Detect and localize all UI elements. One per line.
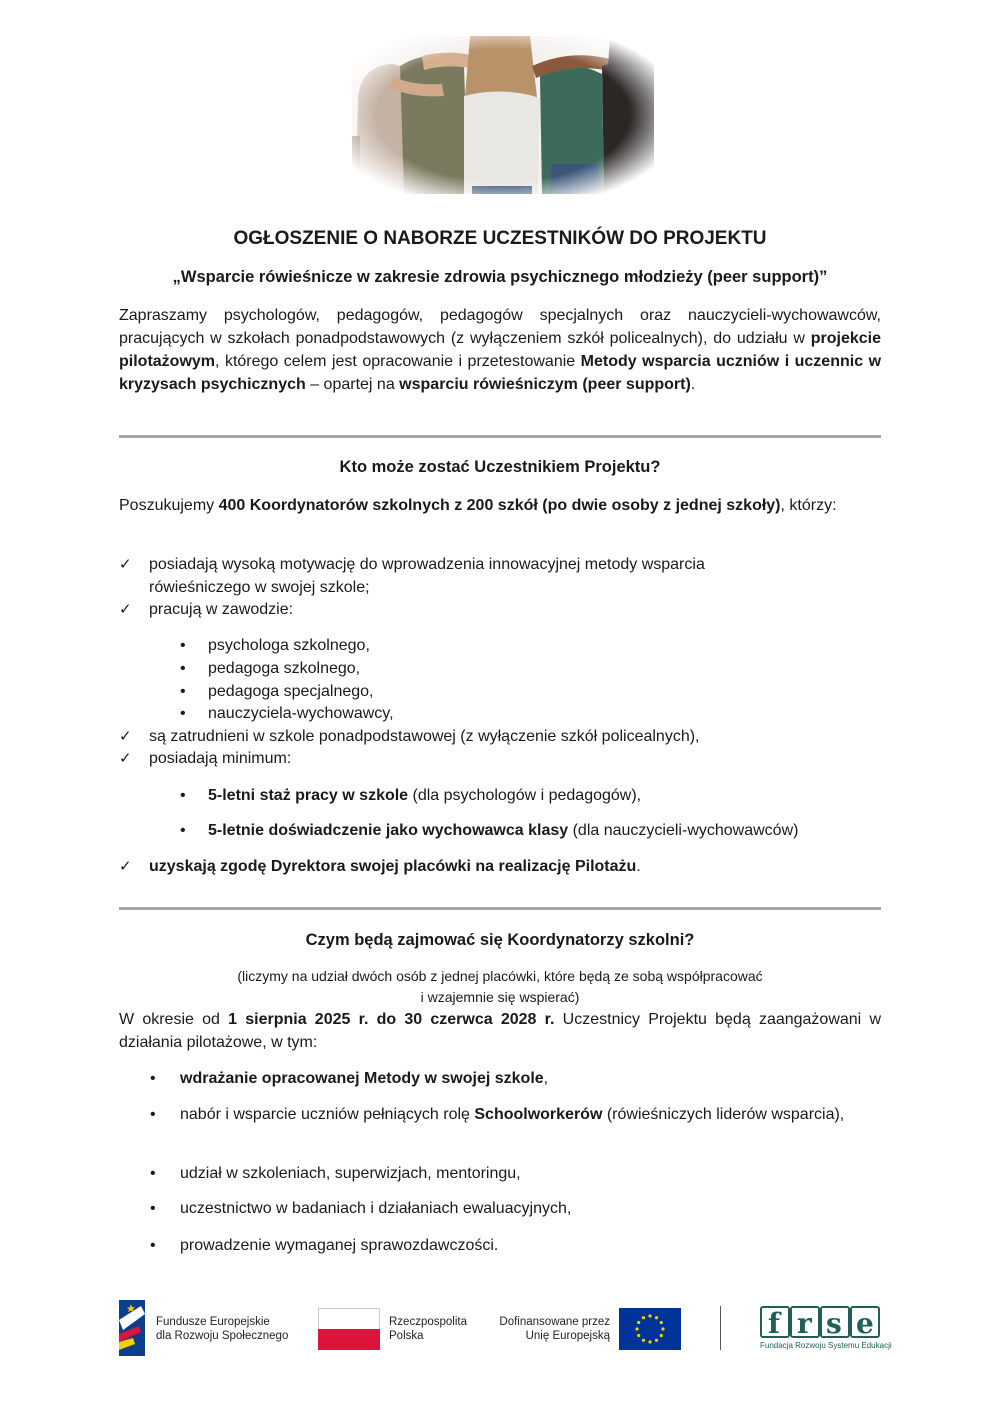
svg-text:f: f	[768, 1307, 781, 1340]
bullet-icon: •	[150, 1070, 156, 1087]
minimum-item: • 5-letnie doświadczenie jako wychowawca klasy (dla nauczycieli-wychowawców)	[180, 819, 900, 842]
period-paragraph: W okresie od 1 sierpnia 2025 r. do 30 czerwca 2028 r. Uczestnicy Projektu będą zaangażowani w działania pilotażowe, w tym:	[119, 1011, 882, 1051]
bullet-icon: •	[180, 822, 186, 839]
checkmark-icon: ✓	[119, 858, 132, 875]
bullet-icon: •	[180, 660, 186, 677]
profession-item: • pedagoga specjalnego,	[180, 680, 900, 703]
intro-paragraph: Zapraszamy psychologów, pedagogów, pedagogów specjalnych oraz nauczycieli-wychowawców, pracujących w szkołach ponadpodstawowych (z wyłączeniem szkół policealnych), do udziału w projekcie pilotażowym, którego celem jest opracowanie i przetestowanie Metody wsparcia uczniów i uczennic w kryzysach psychicznych – opartej na wsparciu rówieśniczym (peer support).	[119, 307, 882, 393]
footer-divider	[720, 1306, 721, 1350]
checkmark-icon: ✓	[119, 750, 132, 767]
bullet-icon: •	[180, 683, 186, 700]
requirement-item: ✓ posiadają minimum:	[119, 747, 819, 770]
profession-item: • pedagoga szkolnego,	[180, 657, 900, 680]
frse-logo	[760, 1306, 882, 1340]
svg-text:e: e	[856, 1307, 874, 1340]
page-title: OGŁOSZENIE O NABORZE UCZESTNIKÓW DO PROJEKTU	[233, 228, 767, 249]
seek-paragraph: Poszukujemy 400 Koordynatorów szkolnych z 200 szkół (po dwie osoby z jednej szkoły), którzy:	[119, 497, 837, 514]
section-divider	[119, 435, 881, 438]
requirement-item: ✓ są zatrudnieni w szkole ponadpodstawowej (z wyłączenie szkół policealnych),	[119, 725, 879, 748]
minimum-item: • 5-letni staż pracy w szkole (dla psychologów i pedagogów),	[180, 784, 900, 807]
bullet-icon: •	[180, 787, 186, 804]
profession-item: • psychologa szkolnego,	[180, 634, 900, 657]
checkmark-icon: ✓	[119, 728, 132, 745]
profession-item: • nauczyciela-wychowawcy,	[180, 702, 900, 725]
activity-item: • udział w szkoleniach, superwizjach, mentoringu,	[150, 1162, 881, 1185]
page-subtitle: „Wsparcie rówieśnicze w zakresie zdrowia psychicznego młodzieży (peer support)”	[172, 268, 828, 286]
svg-text:s: s	[826, 1307, 842, 1340]
requirement-item: ✓ posiadają wysoką motywację do wprowadzenia innowacyjnej metody wsparcia rówieśniczego w swojej szkole;	[119, 553, 819, 599]
requirement-item: ✓ uzyskają zgodę Dyrektora swojej placówki na realizację Pilotażu.	[119, 855, 879, 878]
bullet-icon: •	[180, 637, 186, 654]
section-divider	[119, 907, 881, 910]
svg-text:r: r	[797, 1307, 812, 1340]
bullet-icon: •	[150, 1200, 156, 1217]
bullet-icon: •	[150, 1106, 156, 1123]
cooperation-note: (liczymy na udział dwóch osób z jednej placówki, które będą ze sobą współpracować i wzajemnie się wspierać)	[237, 968, 763, 1005]
bullet-icon: •	[150, 1237, 156, 1254]
activity-item: • prowadzenie wymaganej sprawozdawczości.	[150, 1234, 881, 1257]
checkmark-icon: ✓	[119, 601, 132, 618]
activity-item: • uczestnictwo w badaniach i działaniach ewaluacyjnych,	[150, 1197, 881, 1220]
frse-caption: Fundacja Rozwoju Systemu Edukacji	[760, 1341, 892, 1350]
fe-logo-icon	[119, 1300, 149, 1356]
requirement-item: ✓ pracują w zawodzie:	[119, 598, 819, 621]
section-heading-participants: Kto może zostać Uczestnikiem Projektu?	[339, 458, 661, 476]
hero-photo	[352, 36, 654, 194]
eu-flag-icon	[619, 1308, 681, 1350]
fe-logo-text: Fundusze Europejskie dla Rozwoju Społecznego	[156, 1316, 289, 1342]
checkmark-icon: ✓	[119, 556, 132, 573]
activity-item: • wdrażanie opracowanej Metody w swojej szkole,	[150, 1067, 881, 1090]
polish-flag-icon	[318, 1308, 380, 1350]
bullet-icon: •	[180, 705, 186, 722]
eu-logo-text: Dofinansowane przez Unię Europejską	[499, 1316, 610, 1342]
section-heading-tasks: Czym będą zajmować się Koordynatorzy szkolni?	[305, 931, 695, 949]
bullet-icon: •	[150, 1165, 156, 1182]
activity-item: • nabór i wsparcie uczniów pełniących rolę Schoolworkerów (rówieśniczych liderów wsparcia),	[150, 1103, 881, 1149]
rp-logo-text: Rzeczpospolita Polska	[389, 1316, 467, 1342]
